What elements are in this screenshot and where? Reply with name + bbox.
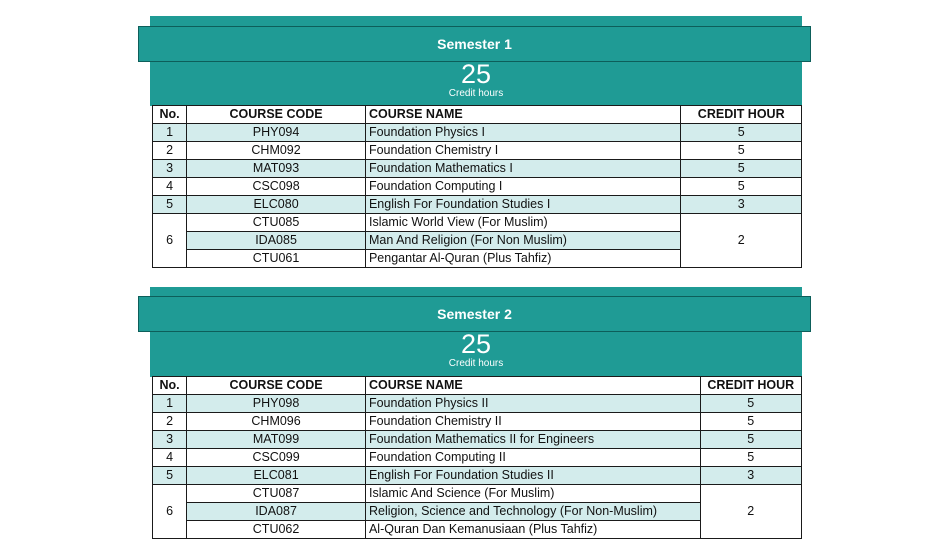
- row-code: PHY094: [187, 124, 366, 142]
- table-row-group: [153, 485, 802, 503]
- row-no: 3: [153, 160, 187, 178]
- row-credit: 5: [700, 395, 802, 413]
- semester-2-credits: [150, 330, 802, 370]
- header-course-code: COURSE CODE: [187, 377, 366, 395]
- table-header-row: [153, 377, 802, 395]
- group-name: Religion, Science and Technology (For Non-Muslim): [365, 503, 700, 521]
- row-code: CSC098: [187, 178, 366, 196]
- row-no: 5: [153, 467, 187, 485]
- semester-2-credits-value: 25: [460, 329, 492, 359]
- header-no: No.: [153, 377, 187, 395]
- row-credit: 5: [681, 160, 802, 178]
- row-name: Foundation Computing II: [365, 449, 700, 467]
- table-row: [153, 196, 802, 214]
- row-name: Foundation Chemistry I: [365, 142, 680, 160]
- semester-1-title: Semester 1: [138, 26, 811, 62]
- header-credit-hour: CREDIT HOUR: [681, 106, 802, 124]
- group-code: CTU061: [187, 250, 366, 268]
- row-no: 2: [153, 413, 187, 431]
- header-course-name: COURSE NAME: [365, 377, 700, 395]
- table-row: [153, 431, 802, 449]
- group-no: 6: [153, 485, 187, 539]
- semester-1-credits-value: 25: [460, 59, 492, 89]
- row-no: 5: [153, 196, 187, 214]
- row-name: Foundation Chemistry II: [365, 413, 700, 431]
- group-name: Man And Religion (For Non Muslim): [365, 232, 680, 250]
- row-credit: 5: [700, 449, 802, 467]
- row-code: ELC080: [187, 196, 366, 214]
- row-credit: 3: [681, 196, 802, 214]
- header-no: No.: [153, 106, 187, 124]
- semester-2-table: [152, 376, 802, 539]
- semester-1-credits: [150, 60, 802, 100]
- row-code: CHM096: [187, 413, 366, 431]
- group-code: CTU062: [187, 521, 366, 539]
- semester-2-title: Semester 2: [138, 296, 811, 332]
- table-row: [153, 124, 802, 142]
- group-name: Islamic World View (For Muslim): [365, 214, 680, 232]
- row-credit: 5: [681, 178, 802, 196]
- row-code: PHY098: [187, 395, 366, 413]
- row-no: 1: [153, 124, 187, 142]
- group-name: Al-Quran Dan Kemanusiaan (Plus Tahfiz): [365, 521, 700, 539]
- semester-1-table: [152, 105, 802, 268]
- group-code: CTU087: [187, 485, 366, 503]
- group-name: Pengantar Al-Quran (Plus Tahfiz): [365, 250, 680, 268]
- row-credit: 3: [700, 467, 802, 485]
- row-code: MAT099: [187, 431, 366, 449]
- table-row: [153, 160, 802, 178]
- row-credit: 5: [700, 413, 802, 431]
- row-name: Foundation Physics II: [365, 395, 700, 413]
- table-header-row: [153, 106, 802, 124]
- row-name: Foundation Mathematics II for Engineers: [365, 431, 700, 449]
- row-code: ELC081: [187, 467, 366, 485]
- table-row: [153, 449, 802, 467]
- row-no: 2: [153, 142, 187, 160]
- row-code: CHM092: [187, 142, 366, 160]
- semester-1-credits-label: Credit hours: [448, 88, 504, 99]
- table-row: [153, 395, 802, 413]
- header-course-name: COURSE NAME: [365, 106, 680, 124]
- row-code: MAT093: [187, 160, 366, 178]
- row-name: Foundation Computing I: [365, 178, 680, 196]
- table-row: [153, 178, 802, 196]
- row-name: Foundation Mathematics I: [365, 160, 680, 178]
- row-credit: 5: [681, 142, 802, 160]
- row-name: Foundation Physics I: [365, 124, 680, 142]
- table-row: [153, 467, 802, 485]
- header-credit-hour: CREDIT HOUR: [700, 377, 802, 395]
- group-code: IDA087: [187, 503, 366, 521]
- row-credit: 5: [681, 124, 802, 142]
- row-no: 3: [153, 431, 187, 449]
- table-row: [153, 142, 802, 160]
- semester-2-credits-label: Credit hours: [448, 358, 504, 369]
- group-code: IDA085: [187, 232, 366, 250]
- row-no: 4: [153, 178, 187, 196]
- row-no: 1: [153, 395, 187, 413]
- header-course-code: COURSE CODE: [187, 106, 366, 124]
- row-code: CSC099: [187, 449, 366, 467]
- row-name: English For Foundation Studies II: [365, 467, 700, 485]
- row-credit: 5: [700, 431, 802, 449]
- table-row: [153, 413, 802, 431]
- group-name: Islamic And Science (For Muslim): [365, 485, 700, 503]
- group-credit: 2: [681, 214, 802, 268]
- table-row-group: [153, 214, 802, 232]
- row-name: English For Foundation Studies I: [365, 196, 680, 214]
- row-no: 4: [153, 449, 187, 467]
- group-credit: 2: [700, 485, 802, 539]
- group-code: CTU085: [187, 214, 366, 232]
- group-no: 6: [153, 214, 187, 268]
